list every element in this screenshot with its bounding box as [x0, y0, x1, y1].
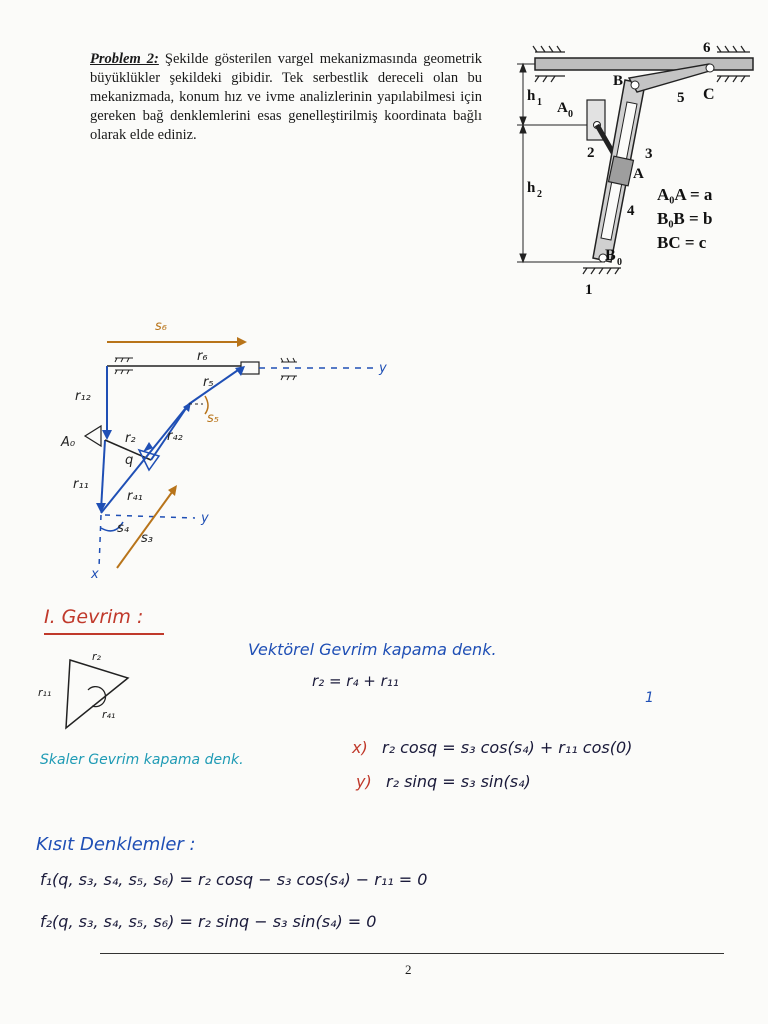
label-h2: h — [527, 180, 536, 196]
x-equation-label: x) — [352, 738, 368, 757]
page-number: 2 — [405, 962, 412, 977]
label-r12: r₁₂ — [75, 389, 91, 404]
s6-arrowhead — [237, 337, 247, 347]
label-y-top: y — [379, 361, 387, 376]
label-ground-1: 1 — [585, 282, 593, 298]
y-equation: r₂ sinq = s₃ sin(s₄) — [386, 772, 531, 791]
problem-body: Şekilde gösterilen vargel mekanizmasında geometrik büyüklükler şekildeki gibidir. Tek serbestlik dereceli olan bu mekanizmada, konum hız ve ivme analizlerinin yapılabilmesi için gereken bağ denklemlerini esas genelleştirilmiş koordinata bağlı olarak elde ediniz. — [90, 51, 482, 143]
vector-sketch — [55, 310, 415, 585]
label-x-axis: x — [91, 567, 99, 582]
loop-title-underline — [44, 633, 164, 635]
label-s6: s₆ — [155, 319, 167, 334]
eq-c: BC = c — [657, 233, 707, 252]
label-s5: s₅ — [207, 411, 219, 426]
slider-bar-6 — [535, 58, 753, 70]
constraints-title: Kısıt Denklemler : — [36, 834, 196, 855]
label-r5: r₅ — [203, 375, 214, 390]
label-h1-sub: 1 — [537, 97, 542, 108]
label-link-4: 4 — [627, 203, 635, 219]
y-axis-bottom — [105, 515, 195, 518]
ground-hatch-bottom-right — [717, 76, 750, 82]
footer-rule — [100, 953, 724, 954]
label-r2: r₂ — [125, 431, 136, 446]
label-link-2: 2 — [587, 145, 595, 161]
label-r6: r₆ — [197, 349, 208, 364]
label-point-c: C — [703, 86, 715, 103]
label-s4: s₄ — [117, 521, 129, 536]
label-link-5: 5 — [677, 90, 685, 106]
loop-label-r2: r₂ — [92, 650, 101, 663]
joint-c — [706, 64, 714, 72]
r11-vector — [101, 440, 105, 510]
label-a0: A — [557, 100, 568, 116]
r41-vector — [101, 404, 189, 513]
ground-hatch-b0 — [583, 268, 621, 274]
mechanism-figure — [505, 30, 765, 310]
eq-a: A₀A = a — [657, 185, 713, 204]
loop-label-r11: r₁₁ — [38, 686, 52, 699]
label-r41: r₄₁ — [127, 489, 143, 504]
label-y-bottom: y — [201, 511, 209, 526]
label-h1: h — [527, 88, 536, 104]
ground-hatch-bottom-left — [535, 76, 565, 82]
label-r11: r₁₁ — [73, 477, 89, 492]
cos-zero-annotation: 1 — [645, 690, 654, 706]
label-a0-sub: 0 — [568, 109, 573, 120]
vector-equation: r₂ = r₄ + r₁₁ — [312, 672, 399, 690]
x-equation: r₂ cosq = s₃ cos(s₄) + r₁₁ cos(0) — [382, 738, 633, 757]
eq-b: B₀B = b — [657, 209, 713, 228]
r5-vector — [189, 368, 241, 404]
loop-label-r41: r₄₁ — [102, 708, 116, 721]
problem-label: Problem 2: — [90, 51, 159, 67]
label-h2-sub: 2 — [537, 189, 542, 200]
problem-statement — [90, 50, 482, 145]
label-b0-sub: 0 — [617, 257, 622, 268]
ground-hatch-top-right — [717, 46, 750, 52]
constraint-f1: f₁(q, s₃, s₄, s₅, s₆) = r₂ cosq − s₃ cos(s₄) − r₁₁ = 0 — [40, 870, 428, 889]
loop-triangle-shape — [66, 660, 128, 728]
ground-hatch-top-left — [533, 46, 565, 52]
loop-title: I. Gevrim : — [44, 606, 144, 628]
y-equation-label: y) — [356, 772, 372, 791]
joint-b — [631, 81, 639, 89]
label-link-3: 3 — [645, 146, 653, 162]
label-point-a: A — [633, 166, 644, 182]
scalar-caption: Skaler Gevrim kapama denk. — [40, 752, 244, 768]
x-axis-dashed — [99, 515, 101, 568]
label-a0: A₀ — [61, 435, 76, 450]
label-s3: s₃ — [141, 531, 153, 546]
loop-triangle — [30, 640, 150, 735]
label-b0: B — [605, 247, 616, 264]
label-r42: r₄₂ — [167, 429, 183, 444]
label-q: q — [125, 453, 134, 468]
constraint-f2: f₂(q, s₃, s₄, s₅, s₆) = r₂ sinq − s₃ sin(s₄) = 0 — [40, 912, 377, 931]
label-point-b: B — [613, 73, 624, 89]
a0-ground-triangle — [85, 426, 101, 446]
label-link-6: 6 — [703, 40, 711, 56]
vector-caption: Vektörel Gevrim kapama denk. — [248, 640, 497, 659]
r12-arrowhead — [102, 430, 112, 440]
